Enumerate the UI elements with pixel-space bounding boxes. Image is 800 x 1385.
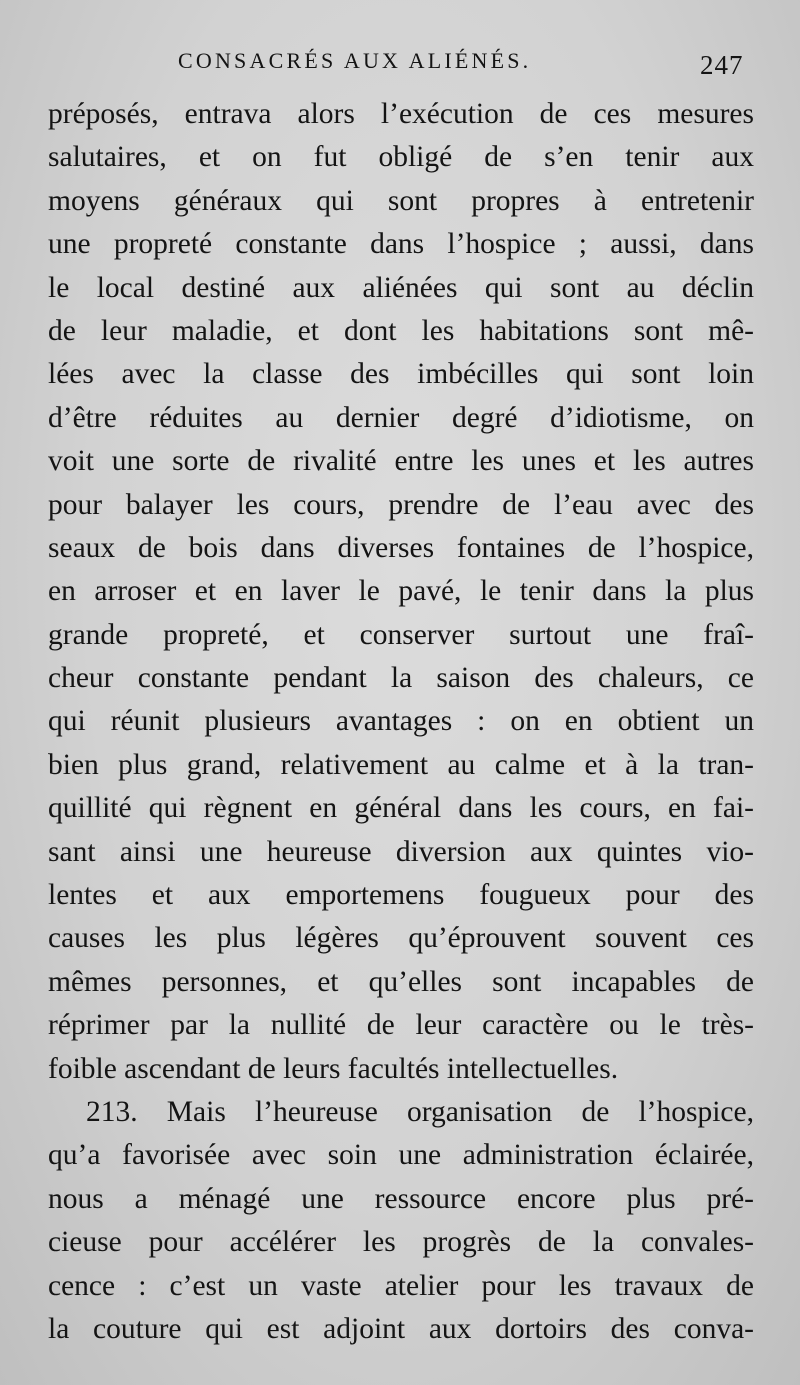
- text-line: pour balayer les cours, prendre de l’eau avec des: [48, 488, 754, 521]
- text-line: bien plus grand, relativement au calme et à la tran-: [48, 748, 754, 781]
- text-line: lées avec la classe des imbécilles qui sont loin: [48, 358, 754, 391]
- text-line: causes les plus légères qu’éprouvent souvent ces: [48, 922, 754, 955]
- text-line: voit une sorte de rivalité entre les unes et les autres: [48, 445, 754, 478]
- text-line: une propreté constante dans l’hospice ; aussi, dans: [48, 228, 754, 261]
- text-line: cieuse pour accélérer les progrès de la convales-: [48, 1226, 754, 1259]
- text-line: nous a ménagé une ressource encore plus pré-: [48, 1182, 754, 1215]
- text-line: qu’a favorisée avec soin une administration éclairée,: [48, 1139, 754, 1172]
- paragraph-2: [48, 1091, 754, 1351]
- paragraph-1: [48, 93, 754, 1091]
- text-line: grande propreté, et conserver surtout une fraî-: [48, 618, 754, 651]
- text-line: foible ascendant de leurs facultés intellectuelles.: [48, 1052, 619, 1085]
- text-line: réprimer par la nullité de leur caractère ou le très-: [48, 1009, 754, 1042]
- text-line: seaux de bois dans diverses fontaines de l’hospice,: [48, 531, 754, 564]
- text-line: de leur maladie, et dont les habitations sont mê-: [48, 314, 754, 347]
- text-line: cence : c’est un vaste atelier pour les travaux de: [48, 1269, 754, 1302]
- text-line: le local destiné aux aliénées qui sont au déclin: [48, 271, 754, 304]
- page-number: 247: [700, 50, 744, 80]
- text-line: la couture qui est adjoint aux dortoirs des conva-: [48, 1312, 754, 1345]
- text-line: d’être réduites au dernier degré d’idiotisme, on: [48, 401, 754, 434]
- running-head: CONSACRÉS AUX ALIÉNÉS.: [178, 48, 532, 73]
- text-line: lentes et aux emportemens fougueux pour des: [48, 879, 754, 912]
- text-line: en arroser et en laver le pavé, le tenir dans la plus: [48, 575, 754, 608]
- text-line: sant ainsi une heureuse diversion aux quintes vio-: [48, 835, 754, 868]
- text-line: salutaires, et on fut obligé de s’en tenir aux: [48, 141, 754, 174]
- text-line: moyens généraux qui sont propres à entretenir: [48, 184, 754, 217]
- text-line: préposés, entrava alors l’exécution de ces mesures: [48, 98, 754, 130]
- text-line: mêmes personnes, et qu’elles sont incapables de: [48, 965, 754, 998]
- text-line: cheur constante pendant la saison des chaleurs, ce: [48, 662, 754, 695]
- text-line: 213. Mais l’heureuse organisation de l’hospice,: [86, 1095, 754, 1128]
- text-line: qui réunit plusieurs avantages : on en obtient un: [48, 705, 754, 738]
- body-text: [48, 93, 754, 1351]
- page-header: [0, 46, 800, 86]
- text-line: quillité qui règnent en général dans les cours, en fai-: [48, 792, 754, 825]
